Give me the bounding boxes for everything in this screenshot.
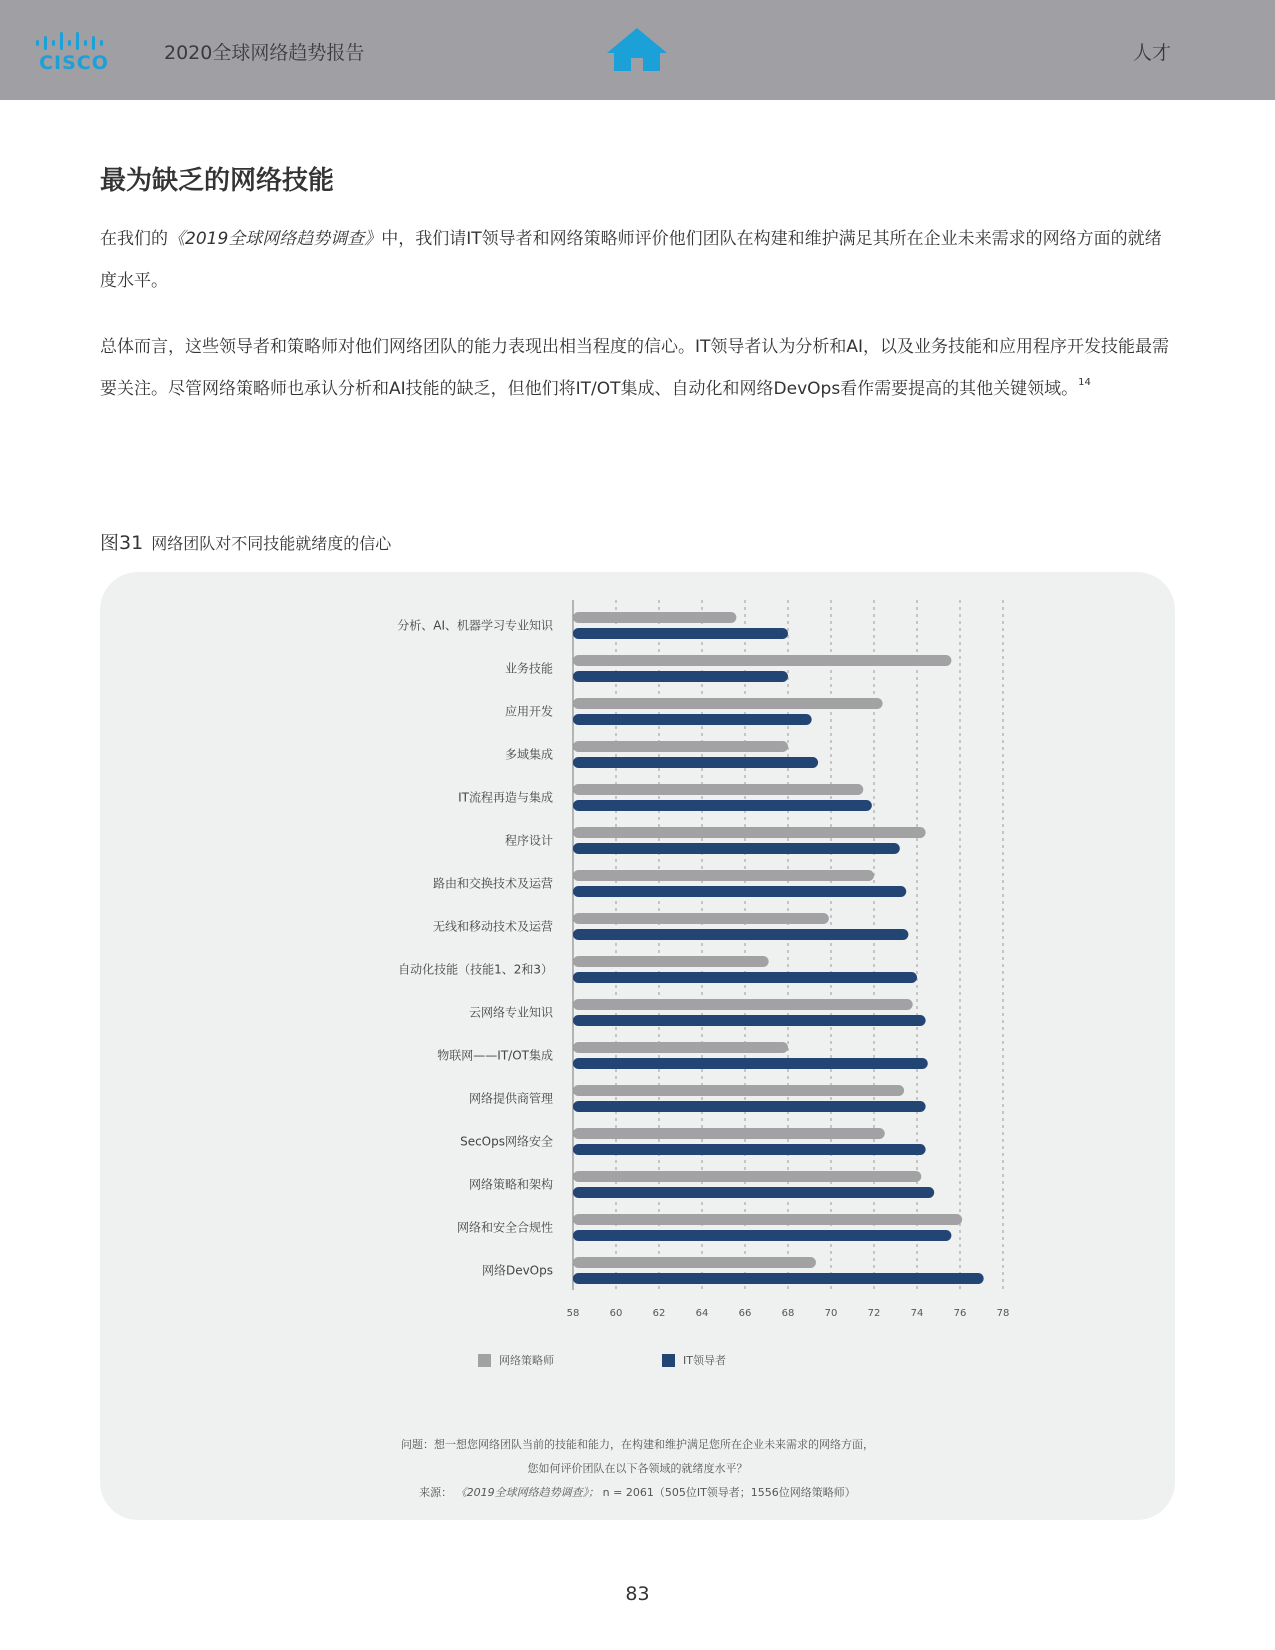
bar-it-leader	[573, 714, 812, 725]
figure-caption: 网络团队对不同技能就绪度的信心	[151, 534, 392, 553]
bar-strategist	[573, 698, 883, 709]
x-tick-label-78: 78	[996, 1308, 1010, 1319]
top-header-bar	[0, 0, 1275, 100]
bar-strategist	[573, 1128, 885, 1139]
page-number: 83	[625, 1583, 650, 1605]
logo-wordmark: CISCO	[39, 52, 109, 74]
bar-strategist	[573, 956, 769, 967]
source-title: 《2019全球网络趋势调查》；	[455, 1486, 600, 1499]
category-label: SecOps网络安全	[460, 1134, 553, 1149]
category-label: 程序设计	[504, 833, 553, 848]
category-label: 分析、AI、机器学习专业知识	[397, 618, 553, 633]
category-label: IT流程再造与集成	[458, 790, 553, 805]
bar-it-leader	[573, 800, 872, 811]
bar-it-leader	[573, 1230, 951, 1241]
chart-question-line1: 问题：想一想您网络团队当前的技能和能力，在构建和维护满足您所在企业未来需求的网络方面，	[401, 1438, 874, 1451]
page-heading: 最为缺乏的网络技能	[100, 166, 335, 196]
category-label: 网络提供商管理	[468, 1091, 553, 1106]
bar-it-leader	[573, 628, 788, 639]
category-label: 业务技能	[504, 661, 553, 676]
cisco-logo[interactable]	[34, 28, 124, 74]
category-label: 路由和交换技术及运营	[432, 876, 553, 891]
bar-strategist	[573, 827, 926, 838]
bar-it-leader	[573, 671, 788, 682]
category-label: 多域集成	[504, 747, 553, 762]
cisco-bridge-icon	[34, 28, 114, 52]
category-label: 云网络专业知识	[468, 1005, 553, 1020]
bar-strategist	[573, 655, 951, 666]
x-tick-label-70: 70	[824, 1308, 838, 1319]
x-tick-label-64: 64	[695, 1308, 709, 1319]
intro-post: 中，我们请IT领导者和网络策略师评价他们团队在构建和维护满足其所在企业未来需求的网络方面的就绪度水平。	[100, 229, 1162, 291]
bar-it-leader	[573, 972, 917, 983]
legend-item-it-leader	[662, 1352, 726, 1368]
category-label: 网络DevOps	[481, 1263, 553, 1278]
chart-panel	[100, 572, 1175, 1520]
bar-it-leader	[573, 1015, 926, 1026]
source-label: 来源：	[419, 1486, 453, 1499]
legend-label-it-leader: IT领导者	[683, 1354, 726, 1367]
x-tick-label-72: 72	[867, 1308, 881, 1319]
intro-paragraph	[100, 218, 1175, 302]
category-label: 物联网——IT/OT集成	[437, 1048, 553, 1063]
report-title: 2020全球网络趋势报告	[164, 42, 365, 64]
bar-it-leader	[573, 1058, 928, 1069]
category-label: 应用开发	[504, 704, 553, 719]
x-tick-label-66: 66	[738, 1308, 752, 1319]
category-label: 网络策略和架构	[468, 1177, 553, 1192]
category-label: 无线和移动技术及运营	[432, 919, 553, 934]
x-tick-label-60: 60	[609, 1308, 623, 1319]
bar-it-leader	[573, 929, 908, 940]
bar-it-leader	[573, 1101, 926, 1112]
skills-bar-chart	[100, 572, 1175, 1332]
x-tick-label-74: 74	[910, 1308, 924, 1319]
intro-pre: 在我们的	[100, 229, 168, 249]
bar-strategist	[573, 1042, 788, 1053]
bar-strategist	[573, 999, 913, 1010]
category-label: 自动化技能（技能1、2和3）	[398, 962, 553, 977]
legend-swatch-it-leader	[662, 1354, 675, 1367]
figure-title	[100, 528, 391, 555]
figure-number: 图31	[100, 532, 144, 554]
x-tick-label-62: 62	[652, 1308, 666, 1319]
bar-it-leader	[573, 757, 818, 768]
bar-strategist	[573, 784, 863, 795]
bar-strategist	[573, 870, 874, 881]
chart-question-line2: 您如何评价团队在以下各领域的就绪度水平？	[527, 1462, 748, 1475]
bar-it-leader	[573, 1187, 934, 1198]
home-button[interactable]	[605, 25, 669, 75]
footnote-ref[interactable]: 14	[1078, 377, 1091, 388]
chart-source	[100, 1484, 1175, 1500]
intro-survey-title: 《2019全球网络趋势调查》	[168, 229, 382, 249]
legend-swatch-strategist	[478, 1354, 491, 1367]
bar-it-leader	[573, 843, 900, 854]
bar-strategist	[573, 1085, 904, 1096]
x-tick-label-68: 68	[781, 1308, 795, 1319]
legend-label-strategist: 网络策略师	[499, 1354, 554, 1367]
section-label[interactable]: 人才	[1133, 42, 1172, 64]
bar-it-leader	[573, 1273, 984, 1284]
bar-strategist	[573, 1257, 816, 1268]
source-detail: n = 2061（505位IT领导者；1556位网络策略师）	[602, 1486, 856, 1499]
home-icon	[605, 25, 669, 75]
bar-strategist	[573, 913, 829, 924]
bar-strategist	[573, 1214, 962, 1225]
legend-item-strategist	[478, 1352, 554, 1368]
bar-strategist	[573, 612, 736, 623]
summary-text: 总体而言，这些领导者和策略师对他们网络团队的能力表现出相当程度的信心。IT领导者认为分析和AI，以及业务技能和应用程序开发技能最需要关注。尽管网络策略师也承认分析和AI技能的缺乏，但他们将IT/OT集成、自动化和网络DevOps看作需要提高的其他关键领域。	[100, 337, 1170, 399]
bar-strategist	[573, 741, 788, 752]
category-label: 网络和安全合规性	[456, 1220, 553, 1235]
summary-paragraph	[100, 326, 1175, 410]
bar-it-leader	[573, 886, 906, 897]
bar-strategist	[573, 1171, 921, 1182]
x-tick-label-76: 76	[953, 1308, 967, 1319]
x-tick-label-58: 58	[566, 1308, 580, 1319]
bar-it-leader	[573, 1144, 926, 1155]
